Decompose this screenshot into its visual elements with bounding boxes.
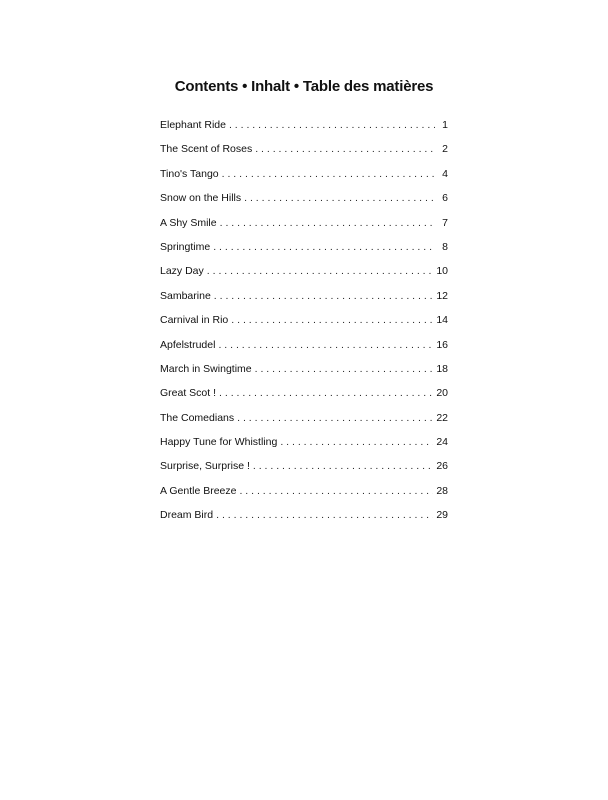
toc-entry-title: Snow on the Hills (160, 192, 242, 205)
toc-entry-title: A Shy Smile (160, 216, 217, 229)
toc-page-number: 20 (436, 387, 448, 400)
dot-leader (255, 142, 435, 156)
dot-leader (229, 118, 435, 132)
toc-entry-title: The Scent of Roses (160, 143, 253, 156)
dot-leader (239, 484, 433, 498)
dot-leader (280, 435, 433, 449)
toc-page-number: 14 (436, 314, 448, 327)
toc-entry (160, 435, 448, 459)
toc-entry-title: The Comedians (160, 411, 235, 424)
toc-page-number: 6 (442, 192, 448, 205)
toc-entry (160, 362, 448, 386)
toc-entry (160, 216, 448, 240)
toc-entry-title: Dream Bird (160, 509, 214, 522)
toc-entry-title: Carnival in Rio (160, 314, 229, 327)
toc-entry-title: Elephant Ride (160, 119, 226, 131)
toc-entry-title: A Gentle Breeze (160, 484, 237, 497)
toc-entry (160, 386, 448, 410)
toc-entry (160, 508, 448, 532)
toc-page-number: 29 (436, 509, 448, 522)
toc-page-number: 12 (436, 289, 448, 302)
dot-leader (237, 411, 433, 425)
toc-page-number: 1 (442, 119, 448, 131)
toc-entry-title: Great Scot ! (160, 387, 217, 400)
toc-page-number: 16 (436, 338, 448, 351)
dot-leader (220, 216, 435, 230)
toc-page-number: 8 (442, 240, 448, 253)
toc-entry-title: Lazy Day (160, 265, 204, 278)
toc-entry (160, 313, 448, 337)
toc-page-number: 18 (436, 362, 448, 375)
toc-page-number: 2 (442, 143, 448, 156)
toc-entry (160, 240, 448, 264)
dot-leader (255, 362, 434, 376)
toc-page-number: 26 (436, 460, 448, 473)
toc-entry (160, 264, 448, 288)
toc-page-number: 28 (436, 484, 448, 497)
toc-entry (160, 289, 448, 313)
toc-entry-title: Springtime (160, 240, 211, 253)
toc-page-number: 4 (442, 167, 448, 180)
toc-entry (160, 411, 448, 435)
toc-entry (160, 118, 448, 142)
dot-leader (244, 191, 435, 205)
dot-leader (216, 508, 433, 522)
dot-leader (214, 289, 434, 303)
dot-leader (213, 240, 435, 254)
toc-entry (160, 484, 448, 508)
toc-page-number: 7 (442, 216, 448, 229)
toc-entry-title: Tino's Tango (160, 167, 219, 180)
toc-entry-title: March in Swingtime (160, 362, 252, 375)
toc-entry-title: Happy Tune for Whistling (160, 436, 278, 449)
toc-page-number: 22 (436, 411, 448, 424)
toc-entry (160, 338, 448, 362)
dot-leader (219, 386, 433, 400)
toc-entry (160, 191, 448, 215)
dot-leader (222, 167, 435, 181)
toc-entry (160, 142, 448, 166)
dot-leader (253, 459, 433, 473)
toc-entry-title: Surprise, Surprise ! (160, 460, 250, 473)
toc-entry (160, 167, 448, 191)
toc-page-number: 10 (436, 265, 448, 278)
dot-leader (218, 338, 433, 352)
contents-list (160, 118, 448, 533)
page-title: Contents • Inhalt • Table des matières (174, 78, 434, 95)
toc-page-number: 24 (436, 436, 448, 449)
toc-entry (160, 459, 448, 483)
toc-entry-title: Apfelstrudel (160, 338, 216, 351)
dot-leader (207, 264, 434, 278)
toc-entry-title: Sambarine (160, 289, 211, 302)
dot-leader (231, 313, 433, 327)
